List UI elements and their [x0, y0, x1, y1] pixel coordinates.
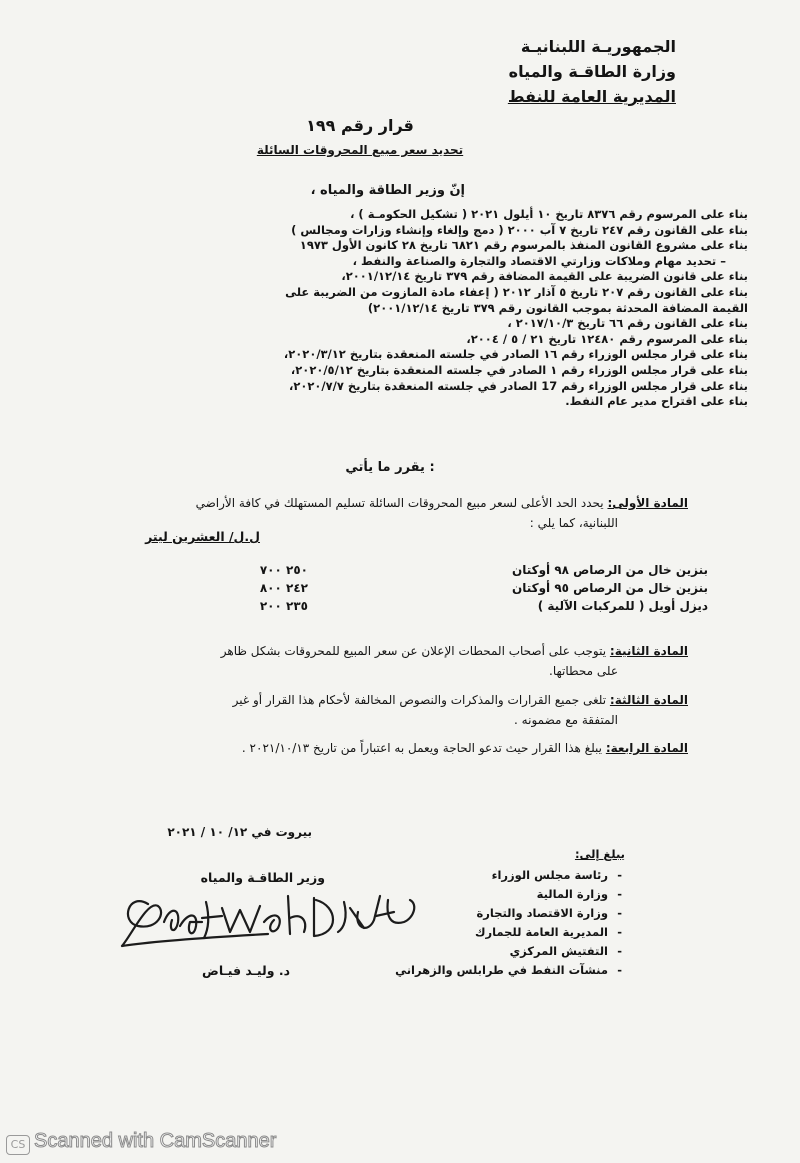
handwritten-signature	[118, 882, 428, 962]
preamble-line: بناء على القانون رقم ٦٦ تاريخ ٢٠١٧/١٠/٣ ،	[507, 316, 748, 331]
fuel-name: بنزين خال من الرصاص ٩٨ أوكتان	[511, 563, 708, 577]
signer-title: وزير الطاقـة والمياه	[200, 870, 325, 885]
fuel-price: ٢٥٠ ٧٠٠	[259, 563, 308, 577]
minister-intro: إنّ وزير الطاقة والمياه ،	[310, 183, 465, 198]
preamble-line: بناء على قرار مجلس الوزراء رقم ١ الصادر في جلسته المنعقدة بتاريخ ٢٠٢٠/٥/١٢،	[290, 362, 748, 377]
preamble-line: بناء على قرار مجلس الوزراء رقم 17 الصادر في جلسته المنعقدة بتاريخ ٢٠٢٠/٧/٧،	[288, 378, 748, 393]
camscanner-watermark	[0, 1128, 360, 1156]
distribution-item: - المديرية العامة للجمارك	[382, 923, 622, 942]
signer-name: د. وليـد فيـاض	[202, 963, 290, 978]
article-2	[128, 641, 688, 681]
place-date: بيروت في ١٢/ ١٠ / ٢٠٢١	[167, 825, 312, 839]
watermark-text: Scanned with CamScanner	[34, 1130, 277, 1152]
article-4	[128, 738, 688, 758]
article-3-label: المادة الثالثة:	[609, 693, 688, 707]
preamble-line: بناء على اقتراح مدير عام النفط.	[565, 394, 748, 409]
distribution-item: - التفتيش المركزي	[382, 942, 622, 961]
decision-subtitle: تحديد سعر مبيع المحروقات السائلة	[256, 143, 464, 157]
article-2-label: المادة الثانية:	[609, 644, 688, 658]
article-4-text: يبلغ هذا القرار حيث تدعو الحاجة ويعمل به اعتباراً من تاريخ ٢٠٢١/١٠/١٣ .	[241, 741, 603, 755]
article-4-label: المادة الرابعة:	[605, 741, 688, 755]
price-row	[208, 581, 708, 600]
price-row	[208, 563, 708, 582]
preamble-line: بناء على قانون الضريبة على القيمة المضافة رقم ٣٧٩ تاريخ ٢٠٠١/١٢/١٤،	[341, 269, 748, 284]
article-1-label: المادة الأولى:	[607, 496, 688, 510]
letterhead-ministry: وزارة الطاقـة والمياه	[508, 62, 676, 81]
preamble-line: بناء على القانون رقم ٢٠٧ تاريخ ٥ آذار ٢٠١٢ ( إعفاء مادة المازوت من الضريبة على	[285, 284, 748, 299]
preamble-line: بناء على المرسوم رقم ٨٣٧٦ تاريخ ١٠ أيلول ٢٠٢١ ( تشكيل الحكومـة ) ،	[350, 207, 748, 221]
preamble-line: بناء على قرار مجلس الوزراء رقم ١٦ الصادر في جلسته المنعقدة بتاريخ ٢٠٢٠/٣/١٢،	[283, 347, 748, 362]
letterhead	[336, 34, 676, 109]
price-row	[208, 599, 708, 618]
article-1-text-cont: اللبنانية، كما يلي :	[529, 516, 618, 530]
distribution-title: يبلغ إلى:	[574, 847, 625, 861]
distribution-item: - منشآت النفط في طرابلس والزهراني	[382, 961, 622, 980]
fuel-name: ديزل أويل ( للمركبات الآلية )	[537, 599, 708, 613]
distribution-item: - رئاسة مجلس الوزراء	[382, 866, 622, 885]
decides-heading: يقرر ما يأتي :	[345, 460, 435, 475]
fuel-price: ٢٤٢ ٨٠٠	[259, 581, 308, 595]
fuel-name: بنزين خال من الرصاص ٩٥ أوكتان	[511, 581, 708, 595]
article-3	[128, 690, 688, 730]
article-3-text: تلغى جميع القرارات والمذكرات والنصوص المخالفة لأحكام هذا القرار أو غير	[232, 693, 607, 707]
preamble-line: بناء على المرسوم رقم ١٢٤٨٠ تاريخ ٢١ / ٥ / ٢٠٠٤،	[466, 331, 748, 346]
distribution-item: - وزارة المالية	[382, 885, 622, 904]
letterhead-republic: الجمهوريـة اللبنانيـة	[520, 37, 676, 56]
article-3-text-cont: المتفقة مع مضمونه .	[514, 713, 618, 727]
preambles	[48, 207, 748, 410]
fuel-price: ٢٣٥ ٢٠٠	[259, 599, 308, 613]
price-unit-header: ل.ل/ العشرين ليتر	[145, 529, 260, 544]
distribution-item: - وزارة الاقتصاد والتجارة	[382, 904, 622, 923]
article-1-text: يحدد الحد الأعلى لسعر مبيع المحروقات السائلة تسليم المستهلك في كافة الأراضي	[195, 496, 604, 510]
article-2-text: يتوجب على أصحاب المحطات الإعلان عن سعر المبيع للمحروقات بشكل ظاهر	[220, 644, 607, 658]
decision-title: قرار رقم ١٩٩	[306, 116, 414, 135]
preamble-line: القيمة المضافة المحدثة بموجب القانون رقم ٣٧٩ تاريخ ٢٠٠١/١٢/١٤)	[367, 300, 748, 315]
letterhead-directorate: المديرية العامة للنفط	[507, 87, 676, 106]
article-1	[128, 493, 688, 533]
preamble-line: بناء على مشروع القانون المنفذ بالمرسوم رقم ٦٨٢١ تاريخ ٢٨ كانون الأول ١٩٧٣	[299, 238, 748, 253]
camscanner-logo-icon: CS	[6, 1135, 30, 1155]
preamble-line: – تحديد مهام وملاكات وزارتي الاقتصاد والتجارة والصناعة والنفط ،	[352, 253, 726, 268]
preamble-line: بناء على القانون رقم ٢٤٧ تاريخ ٧ آب ٢٠٠٠ ( دمج وإلغاء وإنشاء وزارات ومجالس )	[291, 222, 748, 237]
article-2-text-cont: على محطاتها.	[549, 664, 618, 678]
